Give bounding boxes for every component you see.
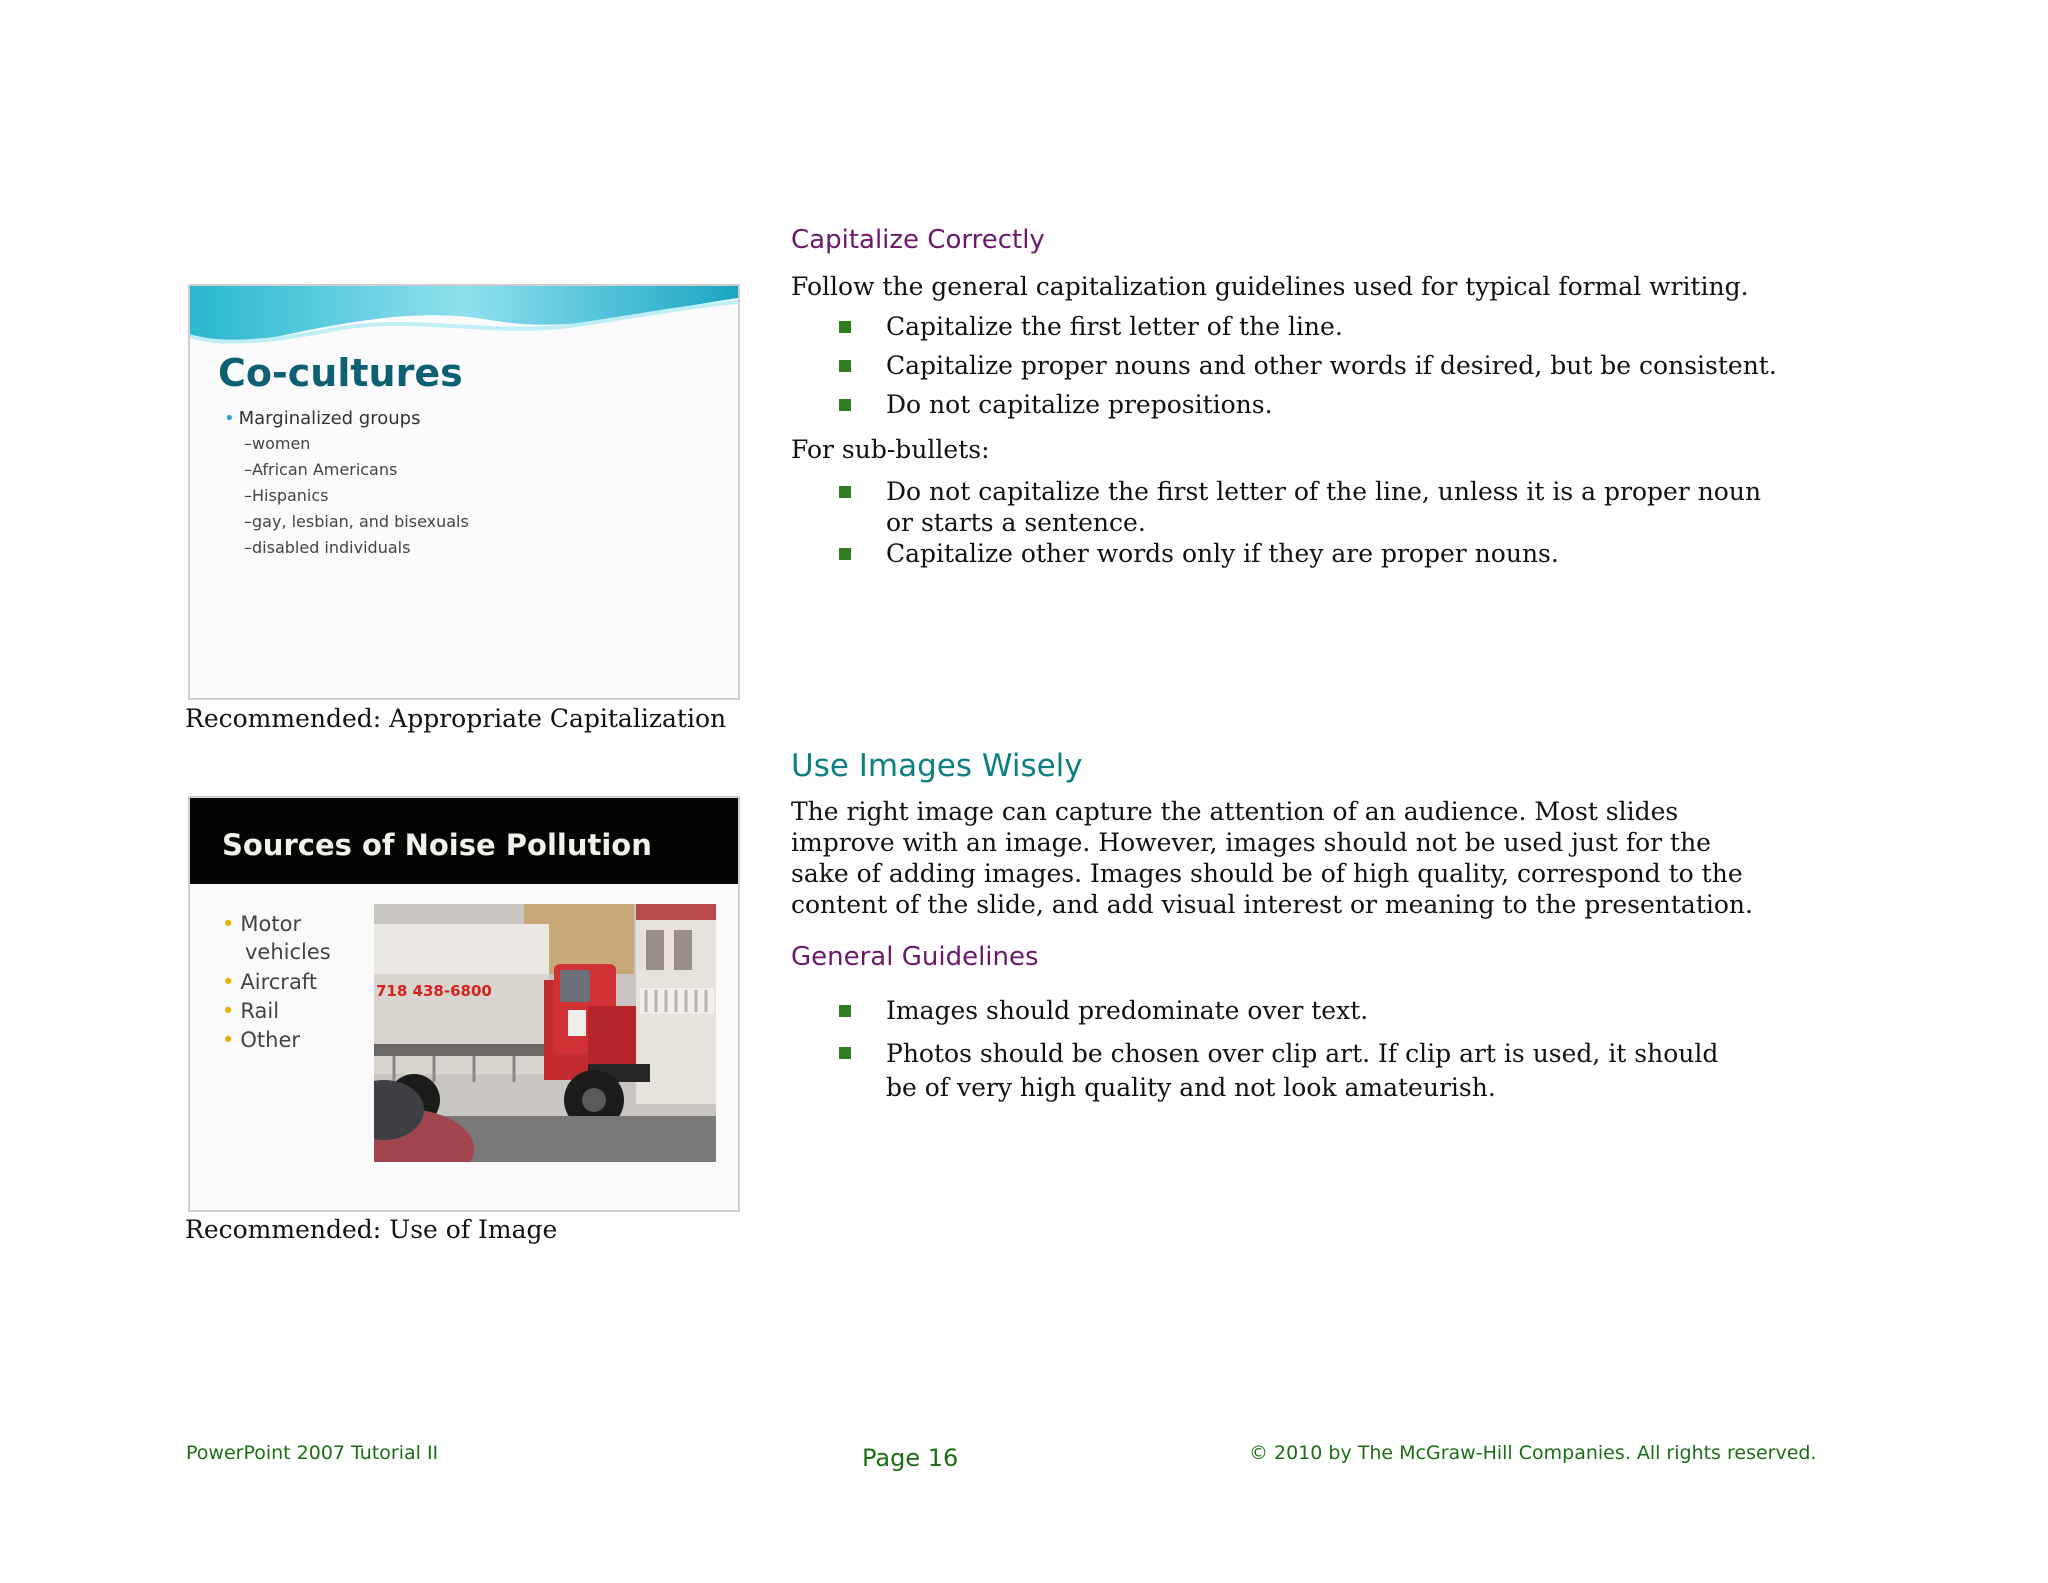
list-item: Do not capitalize the first letter of the line, unless it is a proper noun or starts a sentence. <box>839 476 1769 538</box>
images-paragraph: The right image can capture the attention of an audience. Most slides improve with an image. However, images should not be used just for the sake of adding images. Images should be of high quality, correspond to the content of the slide, and add visual interest or meaning to the presentation. <box>791 797 1753 919</box>
slide-sub-bullet: –Hispanics <box>244 486 329 505</box>
slide-bullet: • Other <box>222 1028 301 1052</box>
truck-phone-text: 718 438-6800 <box>376 982 492 1000</box>
images-bullet-list <box>839 995 1739 1105</box>
slide-bullet: • Aircraft <box>222 970 318 994</box>
slide1-caption: Recommended: Appropriate Capitalization <box>185 704 727 733</box>
footer-copyright: © 2010 by The McGraw-Hill Companies. All rights reserved. <box>1249 1442 1817 1464</box>
slide-sub-bullet: –disabled individuals <box>244 538 411 557</box>
slide-bullet-continuation: vehicles <box>245 940 331 964</box>
list-item: Do not capitalize prepositions. <box>839 389 1799 420</box>
square-bullet-icon <box>839 1047 851 1059</box>
slide-sub-bullet: –women <box>244 434 311 453</box>
square-bullet-icon <box>839 486 851 498</box>
square-bullet-icon <box>839 360 851 372</box>
capitalize-sub-bullet-list <box>839 476 1769 569</box>
slide-sub-bullet: –gay, lesbian, and bisexuals <box>244 512 469 531</box>
capitalize-bullet-list <box>839 311 1799 420</box>
footer-title: PowerPoint 2007 Tutorial II <box>186 1442 439 1464</box>
list-item: Capitalize proper nouns and other words if desired, but be consistent. <box>839 350 1799 381</box>
list-item: Images should predominate over text. <box>839 995 1739 1026</box>
images-heading: Use Images Wisely <box>791 748 1083 784</box>
slide-bullet: • Rail <box>222 999 280 1023</box>
slide-bullet: • Marginalized groups <box>224 408 421 429</box>
capitalize-sub-intro: For sub-bullets: <box>791 435 990 464</box>
truck-photo <box>374 904 716 1162</box>
list-item: Photos should be chosen over clip art. If clip art is used, it should be of very high quality and not look amateurish. <box>839 1037 1739 1105</box>
slide-thumbnail-noise-pollution <box>188 796 740 1212</box>
page-number: Page 16 <box>862 1444 959 1472</box>
general-guidelines-heading: General Guidelines <box>791 942 1039 972</box>
slide2-caption: Recommended: Use of Image <box>185 1215 558 1244</box>
capitalize-heading: Capitalize Correctly <box>791 225 1045 255</box>
square-bullet-icon <box>839 548 851 560</box>
square-bullet-icon <box>839 321 851 333</box>
capitalize-intro: Follow the general capitalization guidelines used for typical formal writing. <box>791 272 1749 301</box>
square-bullet-icon <box>839 1005 851 1017</box>
slide-bullet: • Motor <box>222 912 302 936</box>
list-item: Capitalize other words only if they are proper nouns. <box>839 538 1769 569</box>
square-bullet-icon <box>839 399 851 411</box>
slide-thumbnail-co-cultures <box>188 284 740 700</box>
slide-header-wave <box>190 286 738 356</box>
slide-sub-bullet: –African Americans <box>244 460 398 479</box>
list-item: Capitalize the first letter of the line. <box>839 311 1799 342</box>
slide-title: Co-cultures <box>218 351 463 395</box>
slide-title: Sources of Noise Pollution <box>222 828 652 862</box>
